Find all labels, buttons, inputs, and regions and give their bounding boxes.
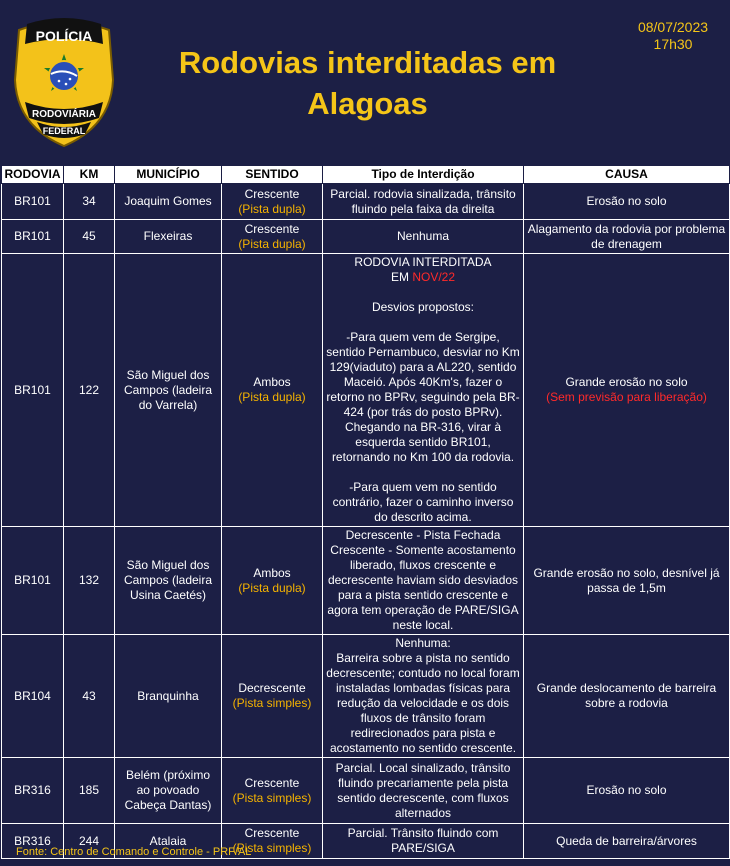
- cell-municipio: Flexeiras: [115, 220, 222, 254]
- cell-km: 34: [64, 184, 115, 220]
- cell-rodovia: BR101: [2, 220, 64, 254]
- sentido-text: Ambos: [253, 565, 291, 580]
- tipo-since-prefix: EM: [390, 270, 413, 284]
- cell-causa: Queda de barreira/árvores: [524, 824, 730, 859]
- report-date: 08/07/2023: [637, 19, 709, 35]
- col-rodovia: RODOVIA: [2, 166, 64, 184]
- cell-causa: Alagamento da rodovia por problema de drenagem: [524, 220, 730, 254]
- spacer: [326, 285, 520, 300]
- table-row: [2, 220, 730, 254]
- tipo-desvios-heading: Desvios propostos:: [371, 300, 475, 314]
- pista-text: (Pista dupla): [238, 390, 306, 404]
- sentido-text: Crescente: [244, 221, 300, 236]
- cell-sentido: [222, 527, 323, 635]
- col-tipo: Tipo de Interdição: [323, 166, 524, 184]
- cell-tipo: Parcial. rodovia sinalizada, trânsito fluindo pela faixa da direita: [323, 184, 524, 220]
- col-km: KM: [64, 166, 115, 184]
- cell-rodovia: BR104: [2, 635, 64, 758]
- cell-km: 45: [64, 220, 115, 254]
- prf-badge-icon: [11, 18, 117, 148]
- causa-text: Grande erosão no solo: [565, 375, 688, 389]
- cell-rodovia: BR316: [2, 758, 64, 824]
- tipo-status: RODOVIA INTERDITADA: [354, 255, 492, 269]
- sentido-text: Crescente: [244, 775, 300, 790]
- cell-sentido: [222, 635, 323, 758]
- spacer: [326, 465, 520, 480]
- cell-tipo: Parcial. Local sinalizado, trânsito fluindo precariamente pela pista sentido decrescente, com fluxos alternados: [323, 758, 524, 824]
- date-time: [628, 19, 718, 53]
- cell-municipio: São Miguel dos Campos (ladeira do Varrela): [115, 254, 222, 527]
- cell-tipo: Parcial. Trânsito fluindo com PARE/SIGA: [323, 824, 524, 859]
- sentido-text: Decrescente: [238, 681, 306, 695]
- causa-note: (Sem previsão para liberação): [546, 390, 707, 404]
- cell-municipio: Atalaia: [115, 824, 222, 859]
- cell-rodovia: BR316: [2, 824, 64, 859]
- cell-municipio: Belém (próximo ao povoado Cabeça Dantas): [115, 758, 222, 824]
- badge-bottom-text-2: FEDERAL: [42, 126, 86, 136]
- cell-km: 244: [64, 824, 115, 859]
- table-row: [2, 758, 730, 824]
- cell-km: 122: [64, 254, 115, 527]
- sentido-text: Ambos: [253, 375, 291, 389]
- sentido-text: Crescente: [244, 826, 300, 840]
- page-title: Rodovias interditadas em Alagoas: [178, 45, 557, 121]
- source-footer: Fonte: Centro de Comando e Controle - PRF/AL: [16, 846, 252, 858]
- sentido-text: Crescente: [244, 186, 300, 201]
- cell-tipo: Nenhuma: [323, 220, 524, 254]
- pista-text: (Pista dupla): [238, 236, 306, 251]
- cell-municipio: São Miguel dos Campos (ladeira Usina Caetés): [115, 527, 222, 635]
- cell-tipo: [323, 254, 524, 527]
- interdictions-table: [1, 165, 730, 859]
- pista-text: (Pista simples): [232, 790, 312, 805]
- cell-tipo: [323, 635, 524, 758]
- cell-causa: Grande deslocamento de barreira sobre a rodovia: [524, 635, 730, 758]
- pista-text: (Pista dupla): [238, 580, 306, 595]
- cell-rodovia: BR101: [2, 254, 64, 527]
- cell-rodovia: BR101: [2, 184, 64, 220]
- table-row: [2, 635, 730, 758]
- cell-municipio: Branquinha: [115, 635, 222, 758]
- pista-text: (Pista simples): [232, 696, 312, 710]
- col-causa: CAUSA: [524, 166, 730, 184]
- tipo-status: Nenhuma:: [395, 636, 451, 650]
- tipo-desvio-2: -Para quem vem no sentido contrário, fazer o caminho inverso do descrito acima.: [332, 480, 514, 524]
- cell-rodovia: BR101: [2, 527, 64, 635]
- col-sentido: SENTIDO: [222, 166, 323, 184]
- tipo-since: [326, 270, 520, 285]
- cell-municipio: Joaquim Gomes: [115, 184, 222, 220]
- cell-km: 185: [64, 758, 115, 824]
- table-header-row: [2, 166, 730, 184]
- cell-sentido: [222, 184, 323, 220]
- page-header: [0, 0, 730, 163]
- table-row: [2, 527, 730, 635]
- cell-sentido: [222, 758, 323, 824]
- cell-sentido: [222, 220, 323, 254]
- badge-top-text: POLÍCIA: [35, 28, 93, 44]
- tipo-desvio-1: -Para quem vem de Sergipe, sentido Pernambuco, desviar no Km 129(viaduto) para a AL220, sentido Maceió. Após 40Km's, fazer o retorno no BPRv, seguindo pela BR-424 (por trás do posto BPRv). Chegando na BR-316, virar à esquerda sentido BR101, retornando no Km 100 da rodovia.: [326, 330, 520, 464]
- badge-bottom-text-1: RODOVIÁRIA: [32, 109, 96, 120]
- cell-causa: Erosão no solo: [524, 758, 730, 824]
- tipo-since-date: NOV/22: [412, 270, 456, 284]
- col-municipio: MUNICÍPIO: [115, 166, 222, 184]
- pista-text: (Pista dupla): [238, 201, 306, 216]
- cell-tipo: Decrescente - Pista Fechada Crescente - Somente acostamento liberado, fluxos crescente e decrescente haviam sido desviados para a pista sentido crescente e agora tem operação de PARE/SIGA neste local.: [323, 527, 524, 635]
- cell-sentido: [222, 254, 323, 527]
- cell-km: 132: [64, 527, 115, 635]
- spacer: [326, 315, 520, 330]
- cell-causa: Erosão no solo: [524, 184, 730, 220]
- table-row: [2, 184, 730, 220]
- cell-causa: [524, 254, 730, 527]
- table-row: [2, 254, 730, 527]
- tipo-detail: Barreira sobre a pista no sentido decrescente; contudo no local foram instaladas lombadas físicas para redução da velocidade e os dois fluxos de trânsito foram redirecionados para pista e acostamento no sentido crescente.: [326, 651, 520, 755]
- pista-text: (Pista simples): [232, 841, 312, 855]
- cell-causa: Grande erosão no solo, desnível já passa de 1,5m: [524, 527, 730, 635]
- cell-km: 43: [64, 635, 115, 758]
- report-time: 17h30: [653, 36, 693, 52]
